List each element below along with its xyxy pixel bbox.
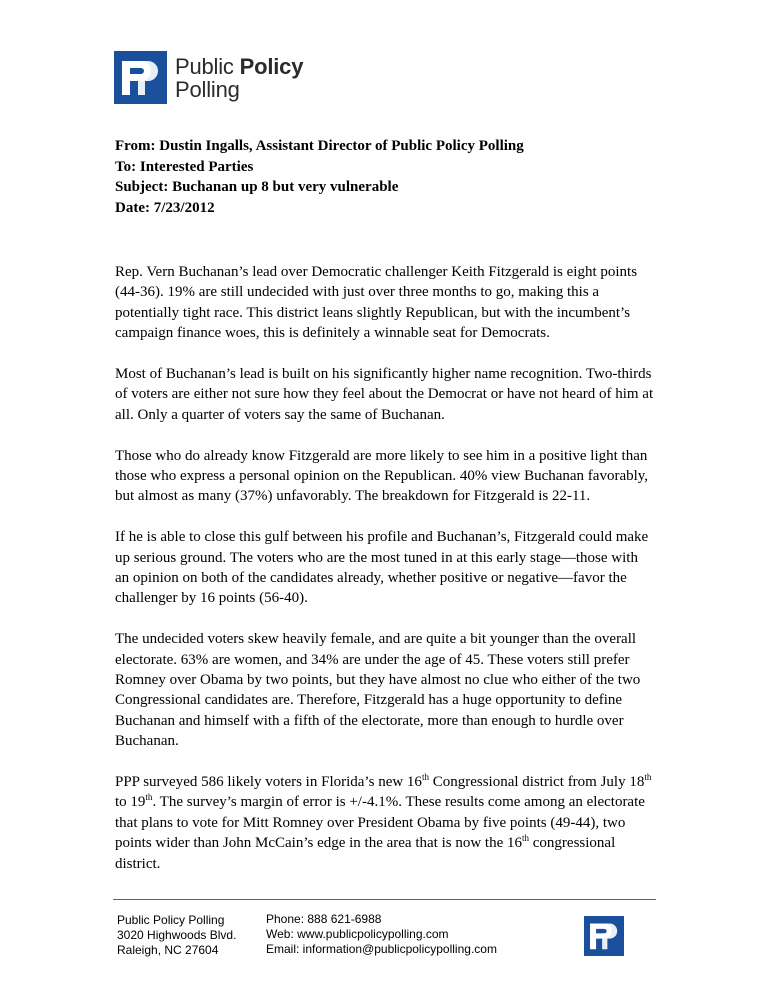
paragraph-5: The undecided voters skew heavily female, and are quite a bit younger than the overall electorate. 63% are women, and 34% are under the age of 45. These voters still prefer Romney over Obama by two points, but they have almost no clue who either of the two Congressional candidates are. Therefore, Fitzgerald has a huge opportunity to define Buchanan and himself with a fifth of the electorate, more than enough to hurdle over Buchanan. <box>115 631 641 750</box>
memo-body <box>115 262 655 895</box>
memo-to: To: Interested Parties <box>115 158 254 175</box>
ppp-logo-icon <box>114 51 167 104</box>
footer-street: 3020 Highwoods Blvd. <box>117 928 237 942</box>
logo-word-public: Public <box>175 53 240 79</box>
footer-web: Web: www.publicpolicypolling.com <box>266 927 449 941</box>
logo-word-policy: Policy <box>239 53 304 79</box>
footer-city: Raleigh, NC 27604 <box>117 943 219 957</box>
p6-part-a: PPP surveyed 586 likely voters in Florida’s new 16 <box>115 774 422 791</box>
paragraph-4: If he is able to close this gulf between his profile and Buchanan’s, Fitzgerald could make up serious ground. The voters who are the most tuned in at this early stage—those with an opinion on both of the candidates already, whether positive or negative—favor the challenger by 16 points (56-40). <box>115 529 649 607</box>
memo-from: From: Dustin Ingalls, Assistant Director of Public Policy Polling <box>115 138 524 154</box>
logo-word-polling: Polling <box>175 76 240 102</box>
memo-header <box>115 136 524 218</box>
logo-wordmark <box>175 55 303 101</box>
paragraph-3: Those who do already know Fitzgerald are more likely to see him in a positive light than those who express a personal opinion on the Republican. 40% view Buchanan favorably, but almost as many (37%) unfavorably. The breakdown for Fitzgerald is 22-11. <box>115 447 649 505</box>
p6-sup-1: th <box>421 772 429 783</box>
p6-part-c: to 19 <box>115 794 146 811</box>
footer-email: Email: information@publicpolicypolling.com <box>266 942 497 956</box>
footer-divider <box>113 899 656 900</box>
memo-subject: Subject: Buchanan up 8 but very vulnerable <box>115 179 399 195</box>
p6-part-b: Congressional district from July 18 <box>428 774 645 791</box>
paragraph-2: Most of Buchanan’s lead is built on his significantly higher name recognition. Two-thirds of voters are either not sure how they feel about the Democrat or have not heard of him at all. Only a quarter of voters say the same of Buchanan. <box>115 366 654 423</box>
footer-contact <box>266 912 497 957</box>
p6-sup-2: th <box>644 772 652 783</box>
p6-sup-3: th <box>145 792 153 803</box>
paragraph-1: Rep. Vern Buchanan’s lead over Democratic challenger Keith Fitzgerald is eight points (44-36). 19% are still undecided with just over three months to go, making this a potentially tight race. This district leans slightly Republican, but with the incumbent’s campaign finance woes, this is definitely a winnable seat for Democrats. <box>115 264 638 342</box>
footer-org: Public Policy Polling <box>117 913 225 927</box>
paragraph-6 <box>115 772 655 874</box>
p6-part-e: congressional district. <box>115 835 616 872</box>
footer-phone: Phone: 888 621-6988 <box>266 912 382 926</box>
footer-address <box>117 913 236 958</box>
p6-sup-4: th <box>522 833 530 844</box>
footer-ppp-logo-icon <box>584 916 624 956</box>
p6-part-d: . The survey’s margin of error is +/-4.1%. These results come among an electorate that plans to vote for Mitt Romney over President Obama by five points (49-44), two points wider than John McCain’s edge in the area that is now the 16 <box>115 794 645 852</box>
memo-date: Date: 7/23/2012 <box>115 199 215 216</box>
ppp-logo <box>114 51 303 104</box>
